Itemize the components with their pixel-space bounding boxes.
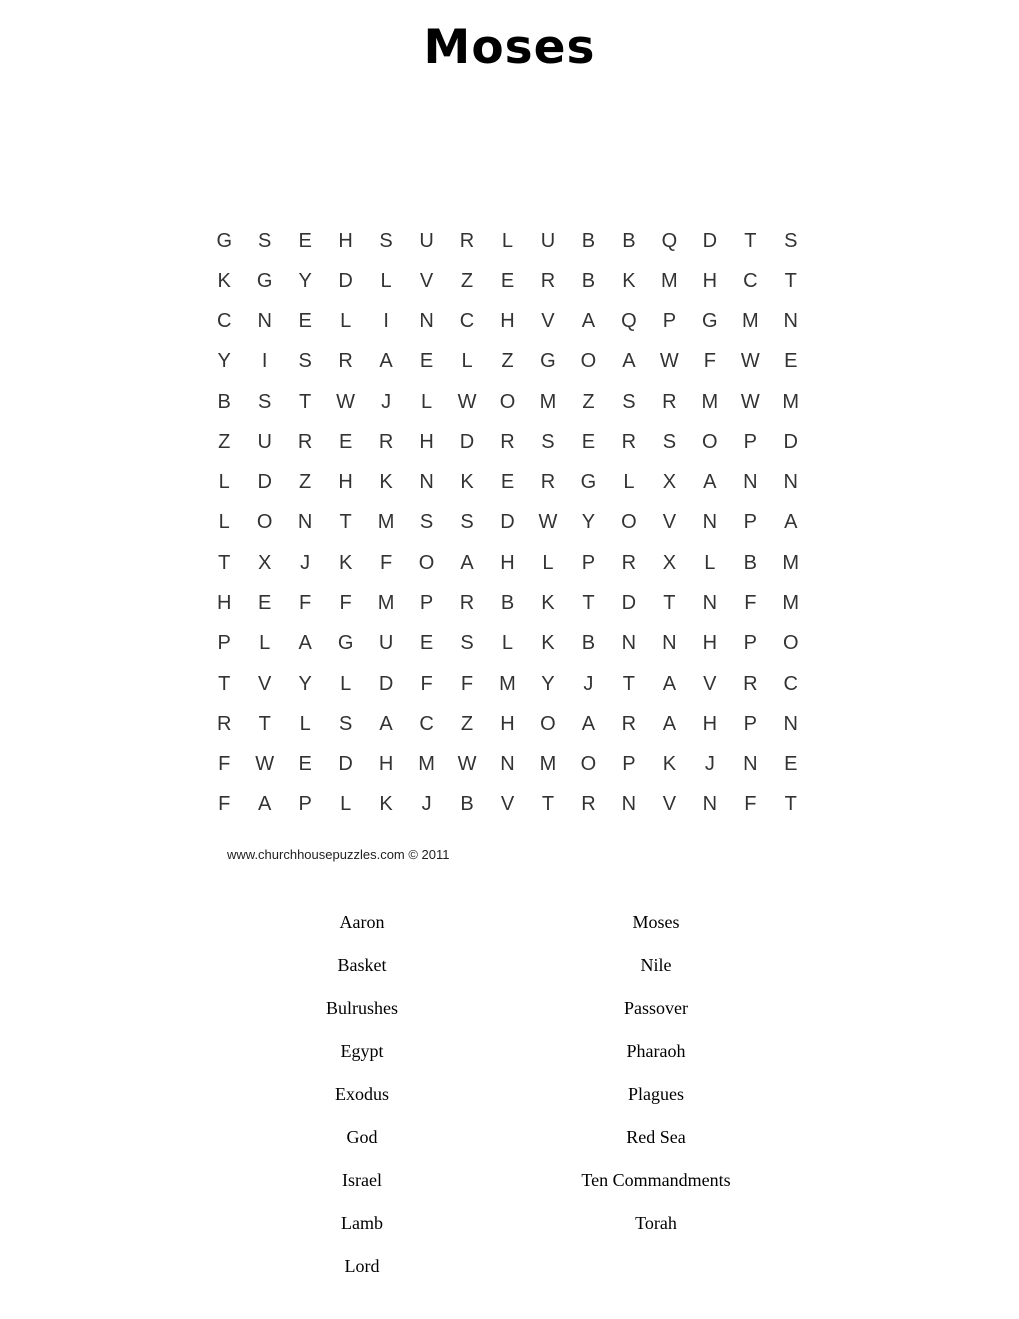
grid-cell-r6-c6: H bbox=[419, 430, 434, 453]
grid-cell-r9-c1: T bbox=[218, 551, 231, 574]
grid-cell-r10-c10: T bbox=[582, 592, 595, 615]
grid-cell-r11-c6: E bbox=[419, 632, 434, 655]
grid-cell-r5-c3: T bbox=[299, 390, 312, 413]
grid-cell-r13-c15: N bbox=[783, 712, 798, 735]
grid-cell-r12-c11: T bbox=[622, 672, 635, 695]
grid-cell-r9-c10: P bbox=[581, 551, 596, 574]
grid-cell-r6-c7: D bbox=[459, 430, 475, 453]
grid-cell-r7-c15: N bbox=[783, 471, 798, 494]
grid-cell-r15-c10: R bbox=[581, 793, 596, 816]
grid-cell-r8-c8: D bbox=[500, 511, 515, 534]
grid-cell-r1-c11: B bbox=[622, 229, 636, 252]
grid-cell-r15-c6: J bbox=[421, 793, 432, 816]
grid-cell-r4-c2: I bbox=[261, 350, 268, 373]
grid-cell-r10-c7: R bbox=[459, 592, 475, 615]
grid-cell-r1-c13: D bbox=[702, 229, 718, 252]
grid-cell-r1-c4: H bbox=[338, 229, 353, 252]
grid-cell-r9-c5: F bbox=[379, 551, 393, 574]
grid-cell-r5-c12: R bbox=[662, 390, 677, 413]
grid-cell-r11-c1: P bbox=[217, 632, 231, 655]
grid-cell-r13-c1: R bbox=[217, 712, 232, 735]
grid-cell-r13-c12: A bbox=[662, 712, 677, 735]
word-list-item: Plagues bbox=[628, 1084, 684, 1104]
grid-cell-r12-c7: F bbox=[460, 672, 474, 695]
grid-cell-r9-c9: L bbox=[542, 551, 554, 574]
grid-cell-r13-c8: H bbox=[500, 712, 515, 735]
grid-cell-r4-c8: Z bbox=[501, 350, 514, 373]
word-search-grid bbox=[204, 221, 811, 825]
grid-cell-r5-c7: W bbox=[457, 390, 477, 413]
copyright-text: www.churchhousepuzzles.com © 2011 bbox=[227, 847, 450, 862]
grid-cell-r3-c6: N bbox=[419, 310, 434, 333]
puzzle-title: Moses bbox=[423, 20, 596, 75]
grid-cell-r4-c14: W bbox=[740, 350, 760, 373]
grid-cell-r4-c10: O bbox=[580, 350, 597, 373]
grid-cell-r2-c8: E bbox=[500, 269, 515, 292]
grid-cell-r12-c15: C bbox=[783, 672, 798, 695]
grid-cell-r1-c7: R bbox=[459, 229, 475, 252]
grid-cell-r13-c3: L bbox=[299, 712, 311, 735]
grid-cell-r15-c7: B bbox=[460, 793, 474, 816]
word-list-item: Nile bbox=[640, 955, 672, 975]
grid-cell-r7-c1: L bbox=[218, 471, 230, 494]
grid-cell-r1-c8: L bbox=[501, 229, 514, 252]
word-list-item: God bbox=[346, 1127, 378, 1147]
grid-cell-r3-c15: N bbox=[783, 310, 798, 333]
grid-cell-r11-c14: P bbox=[743, 632, 757, 655]
grid-cell-r8-c5: M bbox=[377, 511, 395, 534]
grid-cell-r13-c13: H bbox=[702, 712, 718, 735]
grid-cell-r9-c14: B bbox=[743, 551, 757, 574]
grid-cell-r7-c5: K bbox=[379, 471, 393, 494]
grid-cell-r3-c5: I bbox=[383, 310, 389, 333]
grid-cell-r2-c1: K bbox=[217, 269, 231, 292]
grid-cell-r2-c2: G bbox=[256, 269, 273, 292]
grid-cell-r7-c11: L bbox=[623, 471, 635, 494]
grid-cell-r12-c2: V bbox=[258, 672, 272, 695]
grid-cell-r12-c10: J bbox=[583, 672, 594, 695]
grid-cell-r7-c14: N bbox=[743, 471, 758, 494]
grid-cell-r2-c5: L bbox=[380, 269, 392, 292]
grid-cell-r8-c12: V bbox=[662, 511, 677, 534]
grid-cell-r4-c5: A bbox=[379, 350, 393, 373]
grid-cell-r10-c13: N bbox=[702, 592, 718, 615]
grid-cell-r2-c14: C bbox=[743, 269, 758, 292]
grid-cell-r15-c9: T bbox=[541, 793, 555, 816]
grid-cell-r4-c9: G bbox=[540, 350, 556, 373]
grid-cell-r14-c15: E bbox=[784, 753, 798, 776]
word-list-item: Passover bbox=[624, 998, 688, 1018]
grid-cell-r14-c11: P bbox=[622, 753, 636, 776]
grid-cell-r3-c9: V bbox=[541, 310, 555, 333]
grid-cell-r2-c3: Y bbox=[298, 269, 312, 292]
grid-cell-r12-c3: Y bbox=[298, 672, 312, 695]
grid-cell-r3-c2: N bbox=[257, 310, 272, 333]
grid-cell-r13-c7: Z bbox=[460, 712, 474, 735]
grid-cell-r14-c6: M bbox=[418, 753, 435, 776]
grid-cell-r1-c3: E bbox=[298, 229, 312, 252]
grid-cell-r4-c4: R bbox=[338, 350, 353, 373]
grid-cell-r7-c7: K bbox=[460, 471, 474, 494]
grid-cell-r14-c12: K bbox=[662, 753, 677, 776]
grid-cell-r10-c4: F bbox=[339, 592, 352, 615]
grid-cell-r15-c1: F bbox=[218, 793, 231, 816]
word-list-item: Torah bbox=[635, 1213, 677, 1233]
grid-cell-r11-c2: L bbox=[259, 632, 271, 655]
grid-cell-r7-c9: R bbox=[540, 471, 556, 494]
grid-cell-r8-c14: P bbox=[743, 511, 757, 534]
grid-cell-r13-c14: P bbox=[743, 712, 757, 735]
word-list-item: Bulrushes bbox=[326, 998, 398, 1018]
grid-cell-r15-c2: A bbox=[258, 793, 272, 816]
grid-cell-r4-c13: F bbox=[703, 350, 716, 373]
grid-cell-r6-c13: O bbox=[702, 430, 718, 453]
grid-cell-r14-c4: D bbox=[338, 753, 353, 776]
grid-cell-r10-c6: P bbox=[419, 592, 434, 615]
grid-cell-r2-c7: Z bbox=[460, 269, 474, 292]
grid-cell-r8-c3: N bbox=[297, 511, 313, 534]
grid-cell-r14-c7: W bbox=[457, 753, 477, 776]
grid-cell-r5-c13: M bbox=[701, 390, 719, 413]
grid-cell-r15-c5: K bbox=[379, 793, 393, 816]
grid-cell-r4-c15: E bbox=[784, 350, 798, 373]
grid-cell-r10-c5: M bbox=[377, 592, 395, 615]
grid-cell-r4-c12: W bbox=[659, 350, 679, 373]
grid-cell-r11-c10: B bbox=[581, 632, 596, 655]
grid-cell-r15-c11: N bbox=[621, 793, 637, 816]
grid-cell-r2-c13: H bbox=[702, 269, 718, 292]
grid-cell-r14-c2: W bbox=[255, 753, 275, 776]
grid-cell-r14-c5: H bbox=[378, 753, 394, 776]
grid-cell-r6-c5: R bbox=[378, 430, 394, 453]
grid-cell-r13-c11: R bbox=[621, 712, 637, 735]
grid-cell-r12-c9: Y bbox=[541, 672, 555, 695]
grid-cell-r4-c1: Y bbox=[217, 350, 231, 373]
word-list-item: Lord bbox=[344, 1256, 380, 1276]
grid-cell-r3-c7: C bbox=[459, 310, 475, 333]
grid-cell-r7-c8: E bbox=[500, 471, 515, 494]
grid-cell-r13-c5: A bbox=[379, 712, 393, 735]
word-list-item: Lamb bbox=[341, 1213, 383, 1233]
grid-cell-r2-c12: M bbox=[661, 269, 678, 292]
grid-cell-r6-c10: E bbox=[581, 430, 596, 453]
grid-cell-r5-c5: J bbox=[381, 390, 392, 413]
grid-cell-r1-c14: T bbox=[744, 229, 757, 252]
grid-cell-r15-c14: F bbox=[744, 793, 757, 816]
grid-cell-r3-c13: G bbox=[702, 310, 718, 333]
grid-cell-r13-c6: C bbox=[419, 712, 434, 735]
grid-cell-r6-c3: R bbox=[297, 430, 313, 453]
grid-cell-r11-c4: G bbox=[337, 632, 354, 655]
grid-cell-r8-c13: N bbox=[702, 511, 718, 534]
grid-cell-r1-c15: S bbox=[784, 229, 798, 252]
grid-cell-r6-c11: R bbox=[621, 430, 637, 453]
grid-cell-r7-c12: X bbox=[662, 471, 677, 494]
grid-cell-r8-c11: O bbox=[621, 511, 637, 534]
grid-cell-r13-c4: S bbox=[338, 712, 353, 735]
grid-cell-r4-c3: S bbox=[298, 350, 312, 373]
word-list-item: Ten Commandments bbox=[581, 1170, 731, 1190]
grid-cell-r15-c8: V bbox=[500, 793, 515, 816]
grid-cell-r10-c11: D bbox=[621, 592, 637, 615]
grid-cell-r15-c3: P bbox=[298, 793, 312, 816]
grid-cell-r8-c1: L bbox=[218, 511, 230, 534]
grid-cell-r6-c1: Z bbox=[218, 430, 231, 453]
grid-cell-r2-c15: T bbox=[784, 269, 797, 292]
grid-cell-r5-c2: S bbox=[258, 390, 272, 413]
grid-cell-r9-c11: R bbox=[621, 551, 637, 574]
grid-cell-r11-c8: L bbox=[501, 632, 514, 655]
grid-cell-r11-c15: O bbox=[782, 632, 799, 655]
word-list-item: Basket bbox=[337, 955, 387, 975]
grid-cell-r1-c5: S bbox=[379, 229, 393, 252]
word-list-item: Aaron bbox=[339, 912, 385, 932]
grid-cell-r3-c10: A bbox=[581, 310, 596, 333]
grid-cell-r12-c4: L bbox=[340, 672, 352, 695]
grid-cell-r6-c12: S bbox=[662, 430, 677, 453]
grid-cell-r7-c2: D bbox=[257, 471, 272, 494]
grid-cell-r1-c9: U bbox=[540, 229, 556, 252]
grid-cell-r10-c9: K bbox=[541, 592, 555, 615]
grid-cell-r5-c8: O bbox=[499, 390, 516, 413]
grid-cell-r8-c9: W bbox=[538, 511, 558, 534]
grid-cell-r14-c10: O bbox=[580, 753, 597, 776]
grid-cell-r1-c6: U bbox=[419, 229, 434, 252]
grid-cell-r1-c10: B bbox=[581, 229, 596, 252]
grid-cell-r11-c9: K bbox=[541, 632, 555, 655]
grid-cell-r6-c2: U bbox=[257, 430, 272, 453]
grid-cell-r5-c14: W bbox=[740, 390, 760, 413]
grid-cell-r12-c5: D bbox=[378, 672, 394, 695]
grid-cell-r9-c2: X bbox=[258, 551, 272, 574]
grid-cell-r9-c13: L bbox=[704, 551, 716, 574]
grid-cell-r3-c4: L bbox=[340, 310, 352, 333]
grid-cell-r9-c12: X bbox=[662, 551, 677, 574]
grid-cell-r8-c6: S bbox=[419, 511, 434, 534]
grid-cell-r12-c14: R bbox=[743, 672, 758, 695]
grid-cell-r10-c12: T bbox=[663, 592, 676, 615]
grid-cell-r9-c15: M bbox=[782, 551, 800, 574]
grid-cell-r12-c6: F bbox=[420, 672, 433, 695]
word-list-left-column bbox=[212, 901, 512, 1288]
grid-cell-r10-c14: F bbox=[744, 592, 757, 615]
grid-cell-r12-c8: M bbox=[499, 672, 516, 695]
grid-cell-r10-c3: F bbox=[299, 592, 312, 615]
grid-cell-r3-c1: C bbox=[217, 310, 232, 333]
grid-cell-r7-c6: N bbox=[419, 471, 434, 494]
grid-cell-r4-c11: A bbox=[622, 350, 636, 373]
grid-cell-r5-c10: Z bbox=[582, 390, 595, 413]
word-list-item: Exodus bbox=[335, 1084, 389, 1104]
grid-cell-r13-c2: T bbox=[258, 712, 271, 735]
grid-cell-r14-c1: F bbox=[218, 753, 231, 776]
grid-cell-r10-c1: H bbox=[217, 592, 232, 615]
grid-cell-r11-c7: S bbox=[460, 632, 474, 655]
grid-cell-r2-c9: R bbox=[540, 269, 556, 292]
grid-cell-r6-c14: P bbox=[743, 430, 757, 453]
grid-cell-r5-c4: W bbox=[336, 390, 356, 413]
grid-cell-r5-c11: S bbox=[622, 390, 636, 413]
grid-cell-r11-c5: U bbox=[378, 632, 394, 655]
grid-cell-r13-c9: O bbox=[540, 712, 556, 735]
grid-cell-r6-c9: S bbox=[541, 430, 555, 453]
grid-cell-r13-c10: A bbox=[581, 712, 596, 735]
grid-cell-r9-c6: O bbox=[418, 551, 435, 574]
grid-cell-r12-c13: V bbox=[703, 672, 717, 695]
grid-cell-r3-c12: P bbox=[662, 310, 677, 333]
grid-cell-r9-c4: K bbox=[338, 551, 353, 574]
grid-cell-r8-c7: S bbox=[460, 511, 474, 534]
grid-cell-r15-c12: V bbox=[662, 793, 677, 816]
grid-cell-r10-c8: B bbox=[500, 592, 515, 615]
grid-cell-r15-c15: T bbox=[784, 793, 797, 816]
grid-cell-r2-c6: V bbox=[419, 269, 434, 292]
grid-cell-r14-c8: N bbox=[500, 753, 515, 776]
grid-cell-r9-c8: H bbox=[500, 551, 515, 574]
grid-cell-r1-c1: G bbox=[216, 229, 232, 252]
word-list-item: Pharaoh bbox=[626, 1041, 686, 1061]
grid-cell-r11-c12: N bbox=[662, 632, 677, 655]
grid-cell-r5-c6: L bbox=[421, 390, 433, 413]
grid-cell-r1-c12: Q bbox=[661, 229, 678, 252]
grid-cell-r7-c13: A bbox=[703, 471, 717, 494]
grid-cell-r2-c11: K bbox=[622, 269, 636, 292]
grid-cell-r8-c15: A bbox=[784, 511, 798, 534]
word-list-item: Red Sea bbox=[626, 1127, 686, 1147]
grid-cell-r4-c6: E bbox=[419, 350, 434, 373]
grid-cell-r7-c3: Z bbox=[299, 471, 312, 494]
grid-cell-r11-c11: N bbox=[621, 632, 637, 655]
grid-cell-r12-c1: T bbox=[218, 672, 231, 695]
grid-cell-r4-c7: L bbox=[461, 350, 473, 373]
grid-cell-r8-c10: Y bbox=[581, 511, 596, 534]
word-list-item: Israel bbox=[342, 1170, 382, 1190]
grid-cell-r5-c9: M bbox=[539, 390, 557, 413]
grid-cell-r11-c3: A bbox=[298, 632, 312, 655]
grid-cell-r5-c1: B bbox=[217, 390, 231, 413]
grid-cell-r6-c4: E bbox=[338, 430, 353, 453]
grid-cell-r10-c15: M bbox=[782, 592, 800, 615]
grid-cell-r15-c13: N bbox=[702, 793, 718, 816]
grid-cell-r12-c12: A bbox=[662, 672, 677, 695]
grid-cell-r14-c3: E bbox=[298, 753, 312, 776]
grid-cell-r3-c3: E bbox=[298, 310, 312, 333]
grid-cell-r3-c14: M bbox=[741, 310, 759, 333]
grid-cell-r10-c2: E bbox=[258, 592, 272, 615]
grid-cell-r1-c2: S bbox=[258, 229, 272, 252]
grid-cell-r5-c15: M bbox=[782, 390, 800, 413]
grid-cell-r9-c7: A bbox=[460, 551, 474, 574]
grid-cell-r14-c14: N bbox=[743, 753, 758, 776]
grid-cell-r11-c13: H bbox=[702, 632, 718, 655]
grid-cell-r2-c10: B bbox=[581, 269, 596, 292]
grid-cell-r2-c4: D bbox=[338, 269, 353, 292]
grid-cell-r9-c3: J bbox=[300, 551, 311, 574]
grid-cell-r3-c11: Q bbox=[621, 310, 637, 333]
grid-cell-r6-c8: R bbox=[500, 430, 515, 453]
grid-cell-r3-c8: H bbox=[500, 310, 515, 333]
grid-cell-r7-c4: H bbox=[338, 471, 353, 494]
word-list-item: Moses bbox=[632, 912, 680, 932]
word-list-right-column bbox=[506, 901, 806, 1245]
word-list-item: Egypt bbox=[340, 1041, 384, 1061]
grid-cell-r6-c15: D bbox=[783, 430, 798, 453]
grid-cell-r8-c2: O bbox=[256, 511, 273, 534]
grid-cell-r14-c9: M bbox=[539, 753, 557, 776]
grid-cell-r8-c4: T bbox=[339, 511, 352, 534]
grid-cell-r14-c13: J bbox=[704, 753, 715, 776]
grid-cell-r7-c10: G bbox=[580, 471, 597, 494]
grid-cell-r15-c4: L bbox=[340, 793, 352, 816]
